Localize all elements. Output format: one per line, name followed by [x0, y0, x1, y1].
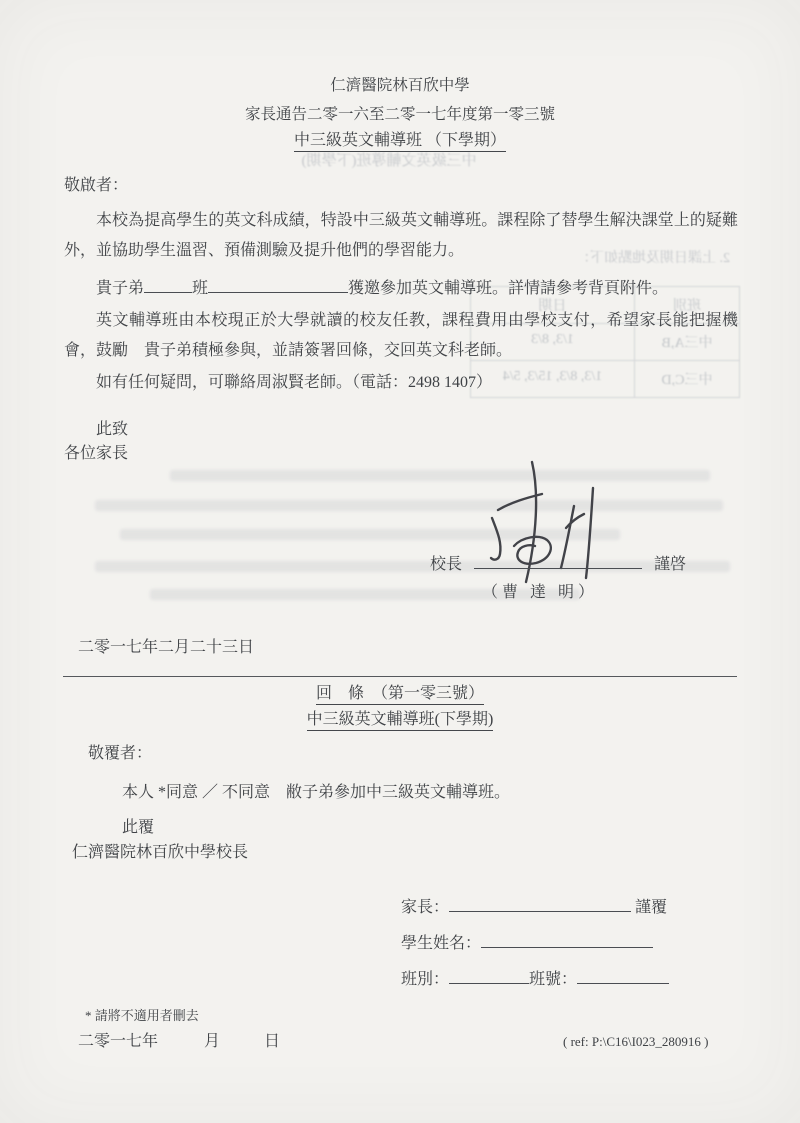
reply-date-row: [78, 1032, 280, 1051]
reply-statement: 本人 *同意 ／ 不同意 敝子弟參加中三級英文輔導班。: [122, 784, 511, 801]
reply-date-month: 月: [204, 1033, 221, 1050]
closing-parents: 各位家長: [64, 445, 129, 462]
showthrough-cell: 中三A,B: [634, 324, 739, 360]
closing-cizhi: 此致: [96, 421, 129, 438]
reply-closing: 此覆: [122, 819, 155, 836]
class-label: 班別：: [401, 971, 450, 988]
invitation-prefix: 貴子弟: [96, 280, 145, 297]
salutation: 敬啟者：: [64, 177, 129, 194]
showthrough-table-col2: 日期: [538, 299, 567, 314]
principal-signature-line: [474, 553, 642, 569]
class-blank: [144, 277, 192, 293]
reply-subtitle-wrap: [0, 710, 800, 729]
reply-addressee: 仁濟醫院林百欣中學校長: [72, 844, 249, 861]
reply-salutation: 敬覆者：: [88, 745, 153, 762]
file-reference: ( ref: P:\C16\I023_280916 ): [563, 1034, 709, 1049]
principal-label: 校長: [430, 556, 463, 573]
showthrough-attachment-title: 中三級英文輔導班(下學期): [301, 153, 477, 169]
showthrough-cell: 中三C,D: [634, 361, 739, 397]
student-name-blank: [208, 277, 348, 293]
paragraph-tutor: 英文輔導班由本校現正於大學就讀的校友任教，課程費用由學校支付，希望家長能把握機會，鼓勵 貴子弟積極參與，並請簽署回條，交回英文科老師。: [64, 312, 738, 359]
notice-number-line: 家長通告二零一六至二零一七年度第一零三號: [244, 106, 555, 123]
showthrough-table-col1: 班別: [634, 287, 739, 323]
invitation-suffix: 獲邀參加英文輔導班。詳情請參考背頁附件。: [348, 280, 669, 297]
parent-label: 家長：: [401, 899, 450, 916]
reply-date-year: 二零一七年: [78, 1033, 159, 1050]
class-no-blank: [577, 968, 669, 984]
reply-slip-subtitle: 中三級英文輔導班(下學期): [307, 711, 494, 731]
school-name: 仁濟醫院林百欣中學: [330, 77, 470, 94]
principal-suffix: 謹啓: [654, 556, 687, 573]
delete-footnote: * 請將不適用者刪去: [85, 1008, 199, 1023]
principal-name: （曹 達 明）: [482, 584, 599, 601]
reply-date-day: 日: [264, 1033, 281, 1050]
student-name-label: 學生姓名：: [401, 935, 482, 952]
showthrough-cell: 1/3, 8/3: [531, 332, 574, 347]
student-name-row: [401, 932, 653, 953]
invitation-line: [96, 277, 668, 298]
parent-suffix: 謹覆: [635, 899, 668, 916]
showthrough-cell: 1/3, 8/3, 15/3, 5/4: [502, 369, 603, 384]
reply-slip-title: 回 條 （第一零三號）: [316, 685, 484, 705]
principal-signature: [462, 448, 652, 604]
notice-date: 二零一七年二月二十三日: [78, 639, 255, 656]
subject-line-wrap: [0, 131, 800, 150]
parent-signature-blank: [449, 896, 631, 912]
class-blank2: [449, 968, 529, 984]
parent-sign-row: [401, 896, 667, 917]
invitation-mid: 班: [192, 280, 209, 297]
class-no-label: 班號：: [529, 971, 578, 988]
paragraph-intro: 本校為提高學生的英文科成績，特設中三級英文輔導班。課程除了替學生解決課堂上的疑難外，並協助學生溫習、預備測驗及提升他們的學習能力。: [64, 212, 738, 259]
student-name-blank2: [481, 932, 653, 948]
paragraph-contact: 如有任何疑問，可聯絡周淑賢老師。（電話：2498 1407）: [96, 374, 493, 391]
reply-title-wrap: [0, 684, 800, 703]
showthrough-schedule-heading: 2. 上課日期及地點如下：: [576, 251, 730, 266]
tear-off-divider: [63, 676, 737, 677]
principal-sign-row: [430, 553, 686, 574]
subject-line: 中三級英文輔導班 （下學期）: [294, 132, 506, 152]
class-row: [401, 968, 669, 989]
